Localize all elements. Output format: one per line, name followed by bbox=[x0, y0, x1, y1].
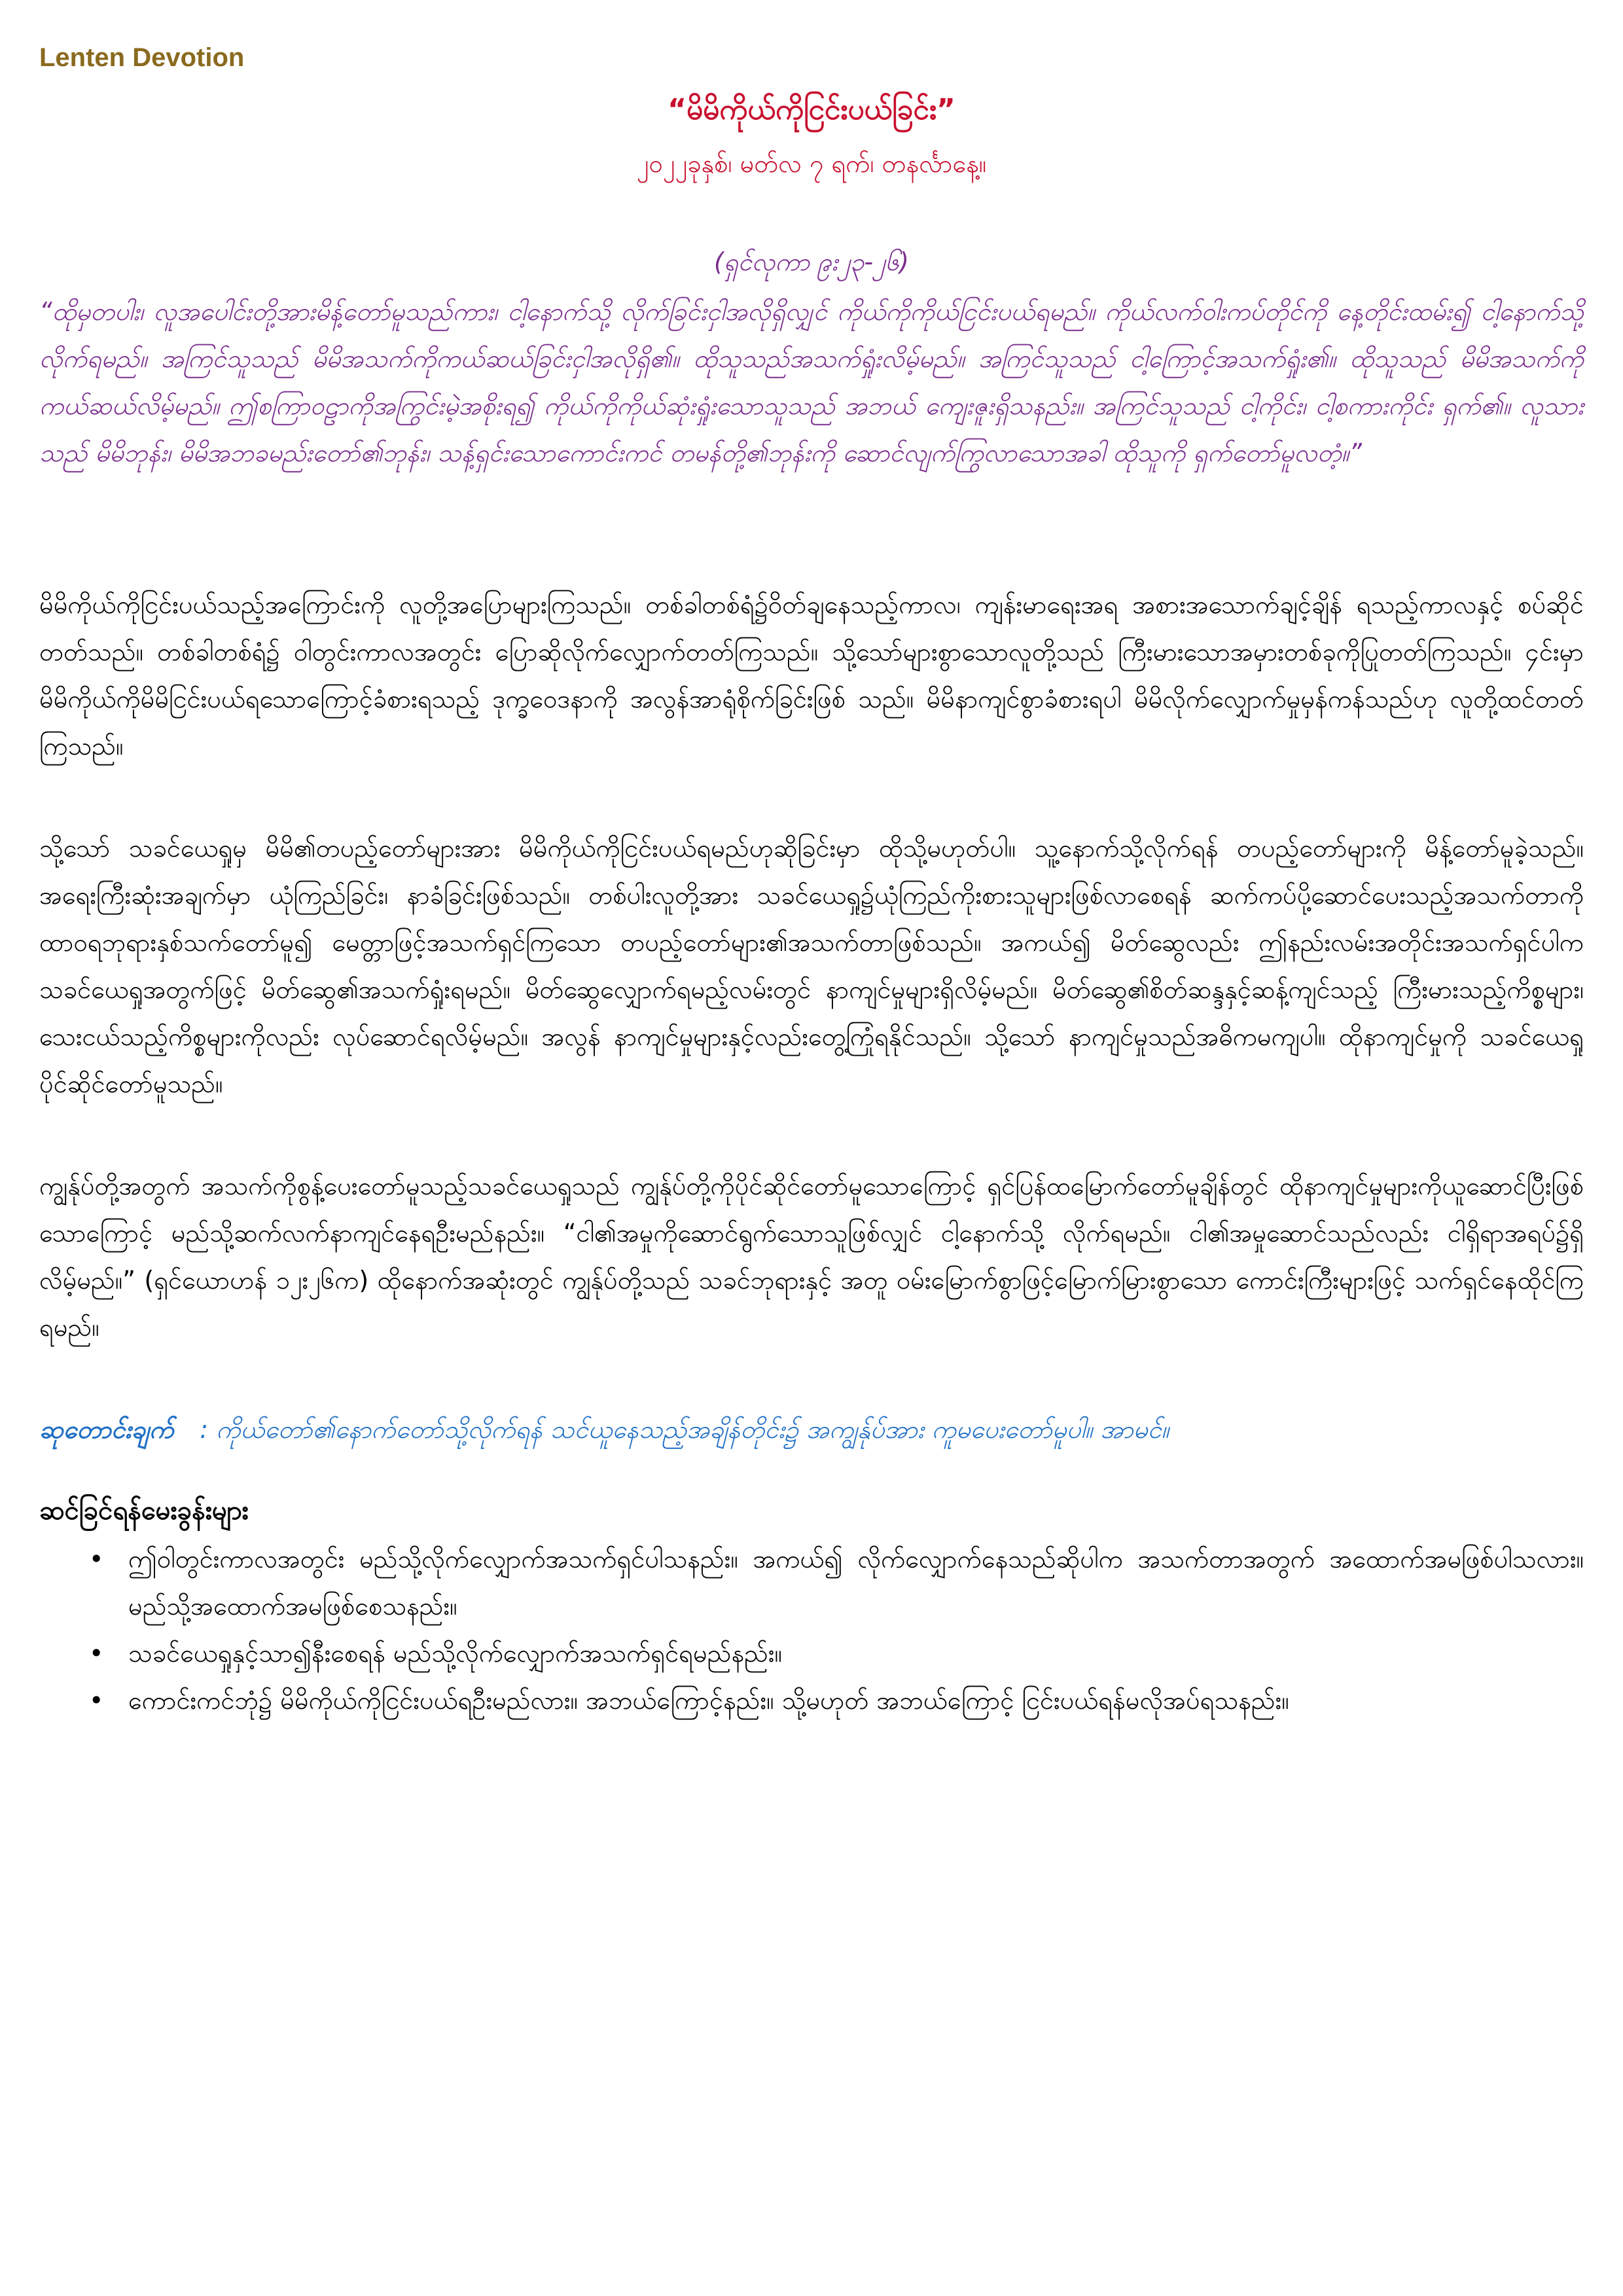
prayer-label: ဆုတောင်းချက် bbox=[39, 1415, 174, 1444]
question-item-1 bbox=[39, 1535, 1584, 1630]
question-text-3: ကောင်းကင်ဘုံ၌ မိမိကိုယ်ကိုငြင်းပယ်ရဦးမည်လား။ အဘယ်ကြောင့်နည်း။ သို့မဟုတ် အဘယ်ကြောင့် ငြင်းပယ်ရန်မလိုအပ်ရသနည်း။ bbox=[128, 1686, 1289, 1715]
body-paragraph-2: သို့သော် သခင်ယေရှုမှ မိမိ၏တပည့်တော်များအား မိမိကိုယ်ကိုငြင်းပယ်ရမည်ဟုဆိုခြင်းမှာ ထိုသို့မဟုတ်ပါ။ သူ့နောက်သို့လိုက်ရန် တပည့်တော်များကို မိန့်တော်မူခဲ့သည်။ အရေးကြီးဆုံးအချက်မှာ ယုံကြည်ခြင်း၊ နာခံခြင်းဖြစ်သည်။ တစ်ပါးလူတို့အား သခင်ယေရှု၌ယုံကြည်ကိုးစားသူများဖြစ်လာစေရန် ဆက်ကပ်ပို့ဆောင်ပေးသည့်အသက်တာကို ထာဝရဘုရားနှစ်သက်တော်မူ၍ မေတ္တာဖြင့်အသက်ရှင်ကြသော တပည့်တော်များ၏အသက်တာဖြစ်သည်။ အကယ်၍ မိတ်ဆွေလည်း ဤနည်းလမ်းအတိုင်းအသက်ရှင်ပါက သခင်ယေရှုအတွက်ဖြင့် မိတ်ဆွေ၏အသက်ရှုံးရမည်။ မိတ်ဆွေလျှောက်ရမည့်လမ်းတွင် နာကျင်မှုများရှိလိမ့်မည်။ မိတ်ဆွေ၏စိတ်ဆန္ဒနှင့်ဆန့်ကျင်သည့် ကြီးမားသည့်ကိစ္စများ၊ သေးငယ်သည့်ကိစ္စများကိုလည်း လုပ်ဆောင်ရလိမ့်မည်။ အလွန် နာကျင်မှုများနှင့်လည်းတွေ့ကြုံရနိုင်သည်။ သို့သော် နာကျင်မှုသည်အဓိကမကျပါ။ ထိုနာကျင်မှုကို သခင်ယေရှုပိုင်ဆိုင်တော်မူသည်။ bbox=[39, 834, 1584, 1098]
question-item-2 bbox=[39, 1630, 1584, 1677]
scripture-text: “ထိုမှတပါး၊ လူအပေါင်းတို့အားမိန့်တော်မူသည်ကား၊ ငါ့နောက်သို့ လိုက်ခြင်းငှါအလိုရှိလျှင် ကိုယ်ကိုကိုယ်ငြင်းပယ်ရမည်။ ကိုယ်လက်ဝါးကပ်တိုင်ကို နေ့တိုင်းထမ်း၍ ငါ့နောက်သို့လိုက်ရမည်။ အကြင်သူသည် မိမိအသက်ကိုကယ်ဆယ်ခြင်းငှါအလိုရှိ၏။ ထိုသူသည်အသက်ရှုံးလိမ့်မည်။ အကြင်သူသည် ငါ့ကြောင့်အသက်ရှုံး၏။ ထိုသူသည် မိမိအသက်ကိုကယ်ဆယ်လိမ့်မည်။ ဤစကြာဝဠာကိုအကြွင်းမဲ့အစိုးရ၍ ကိုယ်ကိုကိုယ်ဆုံးရှုံးသောသူသည် အဘယ် ကျေးဇူးရှိသနည်း။ အကြင်သူသည် ငါ့ကိုင်း၊ ငါ့စကားကိုင်း ရှက်၏။ လူသားသည် မိမိဘုန်း၊ မိမိအဘခမည်းတော်၏ဘုန်း၊ သန့်ရှင်းသောကောင်းကင် တမန်တို့၏ဘုန်းကို ဆောင်လျက်ကြွလာသောအခါ ထိုသူကို ရှက်တော်မူလတံ့။” bbox=[39, 297, 1584, 467]
question-text-2: သခင်ယေရှုနှင့်သာ၍နီးစေရန် မည်သို့လိုက်လျှောက်အသက်ရှင်ရမည်နည်း။ bbox=[128, 1639, 783, 1668]
questions-heading: ဆင်ခြင်ရန်မေးခွန်းများ bbox=[39, 1496, 249, 1526]
question-text-1: ဤဝါတွင်းကာလအတွင်း မည်သို့လိုက်လျှောက်အသက်ရှင်ပါသနည်း။ အကယ်၍ လိုက်လျှောက်နေသည်ဆိုပါက အသက်တာအတွက် အထောက်အမဖြစ်ပါသလား။ မည်သို့အထောက်အမဖြစ်စေသနည်း။ bbox=[128, 1545, 1584, 1621]
bullet-icon: • bbox=[89, 1545, 104, 1573]
question-item-3 bbox=[39, 1677, 1584, 1724]
bullet-icon: • bbox=[89, 1686, 104, 1715]
questions-list bbox=[39, 1535, 1584, 1724]
devotion-date: ၂၀၂၂ခုနှစ်၊ မတ်လ ၇ ရက်၊ တနင်္လာနေ့။ bbox=[636, 149, 987, 178]
prayer-text: ကိုယ်တော်၏နောက်တော်သို့လိုက်ရန် သင်ယူနေသည့်အချိန်တိုင်း၌ အကျွန်ုပ်အား ကူမပေးတော်မူပါ။ အာမင်။ bbox=[216, 1415, 1169, 1444]
prayer-separator: : bbox=[200, 1415, 209, 1444]
body-paragraph-1: မိမိကိုယ်ကိုငြင်းပယ်သည့်အကြောင်းကို လူတို့အပြောများကြသည်။ တစ်ခါတစ်ရံ၌ဝိတ်ချနေသည့်ကာလ၊ ကျန်းမာရေးအရ အစားအသောက်ချင့်ချိန် ရသည့်ကာလနှင့် စပ်ဆိုင်တတ်သည်။ တစ်ခါတစ်ရံ၌ ဝါတွင်းကာလအတွင်း ပြောဆိုလိုက်လျှောက်တတ်ကြသည်။ သို့သော်များစွာသောလူတို့သည် ကြီးမားသောအမှားတစ်ခုကိုပြုတတ်ကြသည်။ ၄င်းမှာ မိမိကိုယ်ကိုမိမိငြင်းပယ်ရသောကြောင့်ခံစားရသည့် ဒုက္ခဝေဒနာကို အလွန်အာရုံစိုက်ခြင်းဖြစ် သည်။ မိမိနာကျင်စွာခံစားရပါ မိမိလိုက်လျှောက်မှုမှန်ကန်သည်ဟု လူတို့ထင်တတ်ကြသည်။ bbox=[39, 590, 1584, 761]
body-paragraph-3: ကျွန်ုပ်တို့အတွက် အသက်ကိုစွန့်ပေးတော်မူသည့်သခင်ယေရှုသည် ကျွန်ုပ်တို့ကိုပိုင်ဆိုင်တော်မူသောကြောင့် ရှင်ပြန်ထမြောက်တော်မူချိန်တွင် ထိုနာကျင်မှုများကိုယူဆောင်ပြီးဖြစ်သောကြောင့် မည်သို့ဆက်လက်နာကျင်နေရဦးမည်နည်း။ “ငါ၏အမှုကိုဆောင်ရွက်သောသူဖြစ်လျှင် ငါ့နောက်သို့ လိုက်ရမည်။ ငါ၏အမှုဆောင်သည်လည်း ငါရှိရာအရပ်၌ရှိလိမ့်မည်။” (ရှင်ယောဟန် ၁၂း၂၆က) ထိုနောက်အဆုံးတွင် ကျွန်ုပ်တို့သည် သခင်ဘုရားနှင့် အတူ ဝမ်းမြောက်စွာဖြင့်မြောက်မြားစွာသော ကောင်းကြီးများဖြင့် သက်ရှင်နေထိုင်ကြရမည်။ bbox=[39, 1172, 1584, 1342]
bullet-icon: • bbox=[89, 1639, 104, 1668]
scripture-reference: (ရှင်လုကာ ၉း၂၃-၂၆) bbox=[714, 247, 909, 276]
document-header-label: Lenten Devotion bbox=[39, 43, 245, 72]
prayer-block bbox=[39, 1406, 1584, 1453]
devotion-title: “မိမိကိုယ်ကိုငြင်းပယ်ခြင်း” bbox=[668, 93, 955, 126]
